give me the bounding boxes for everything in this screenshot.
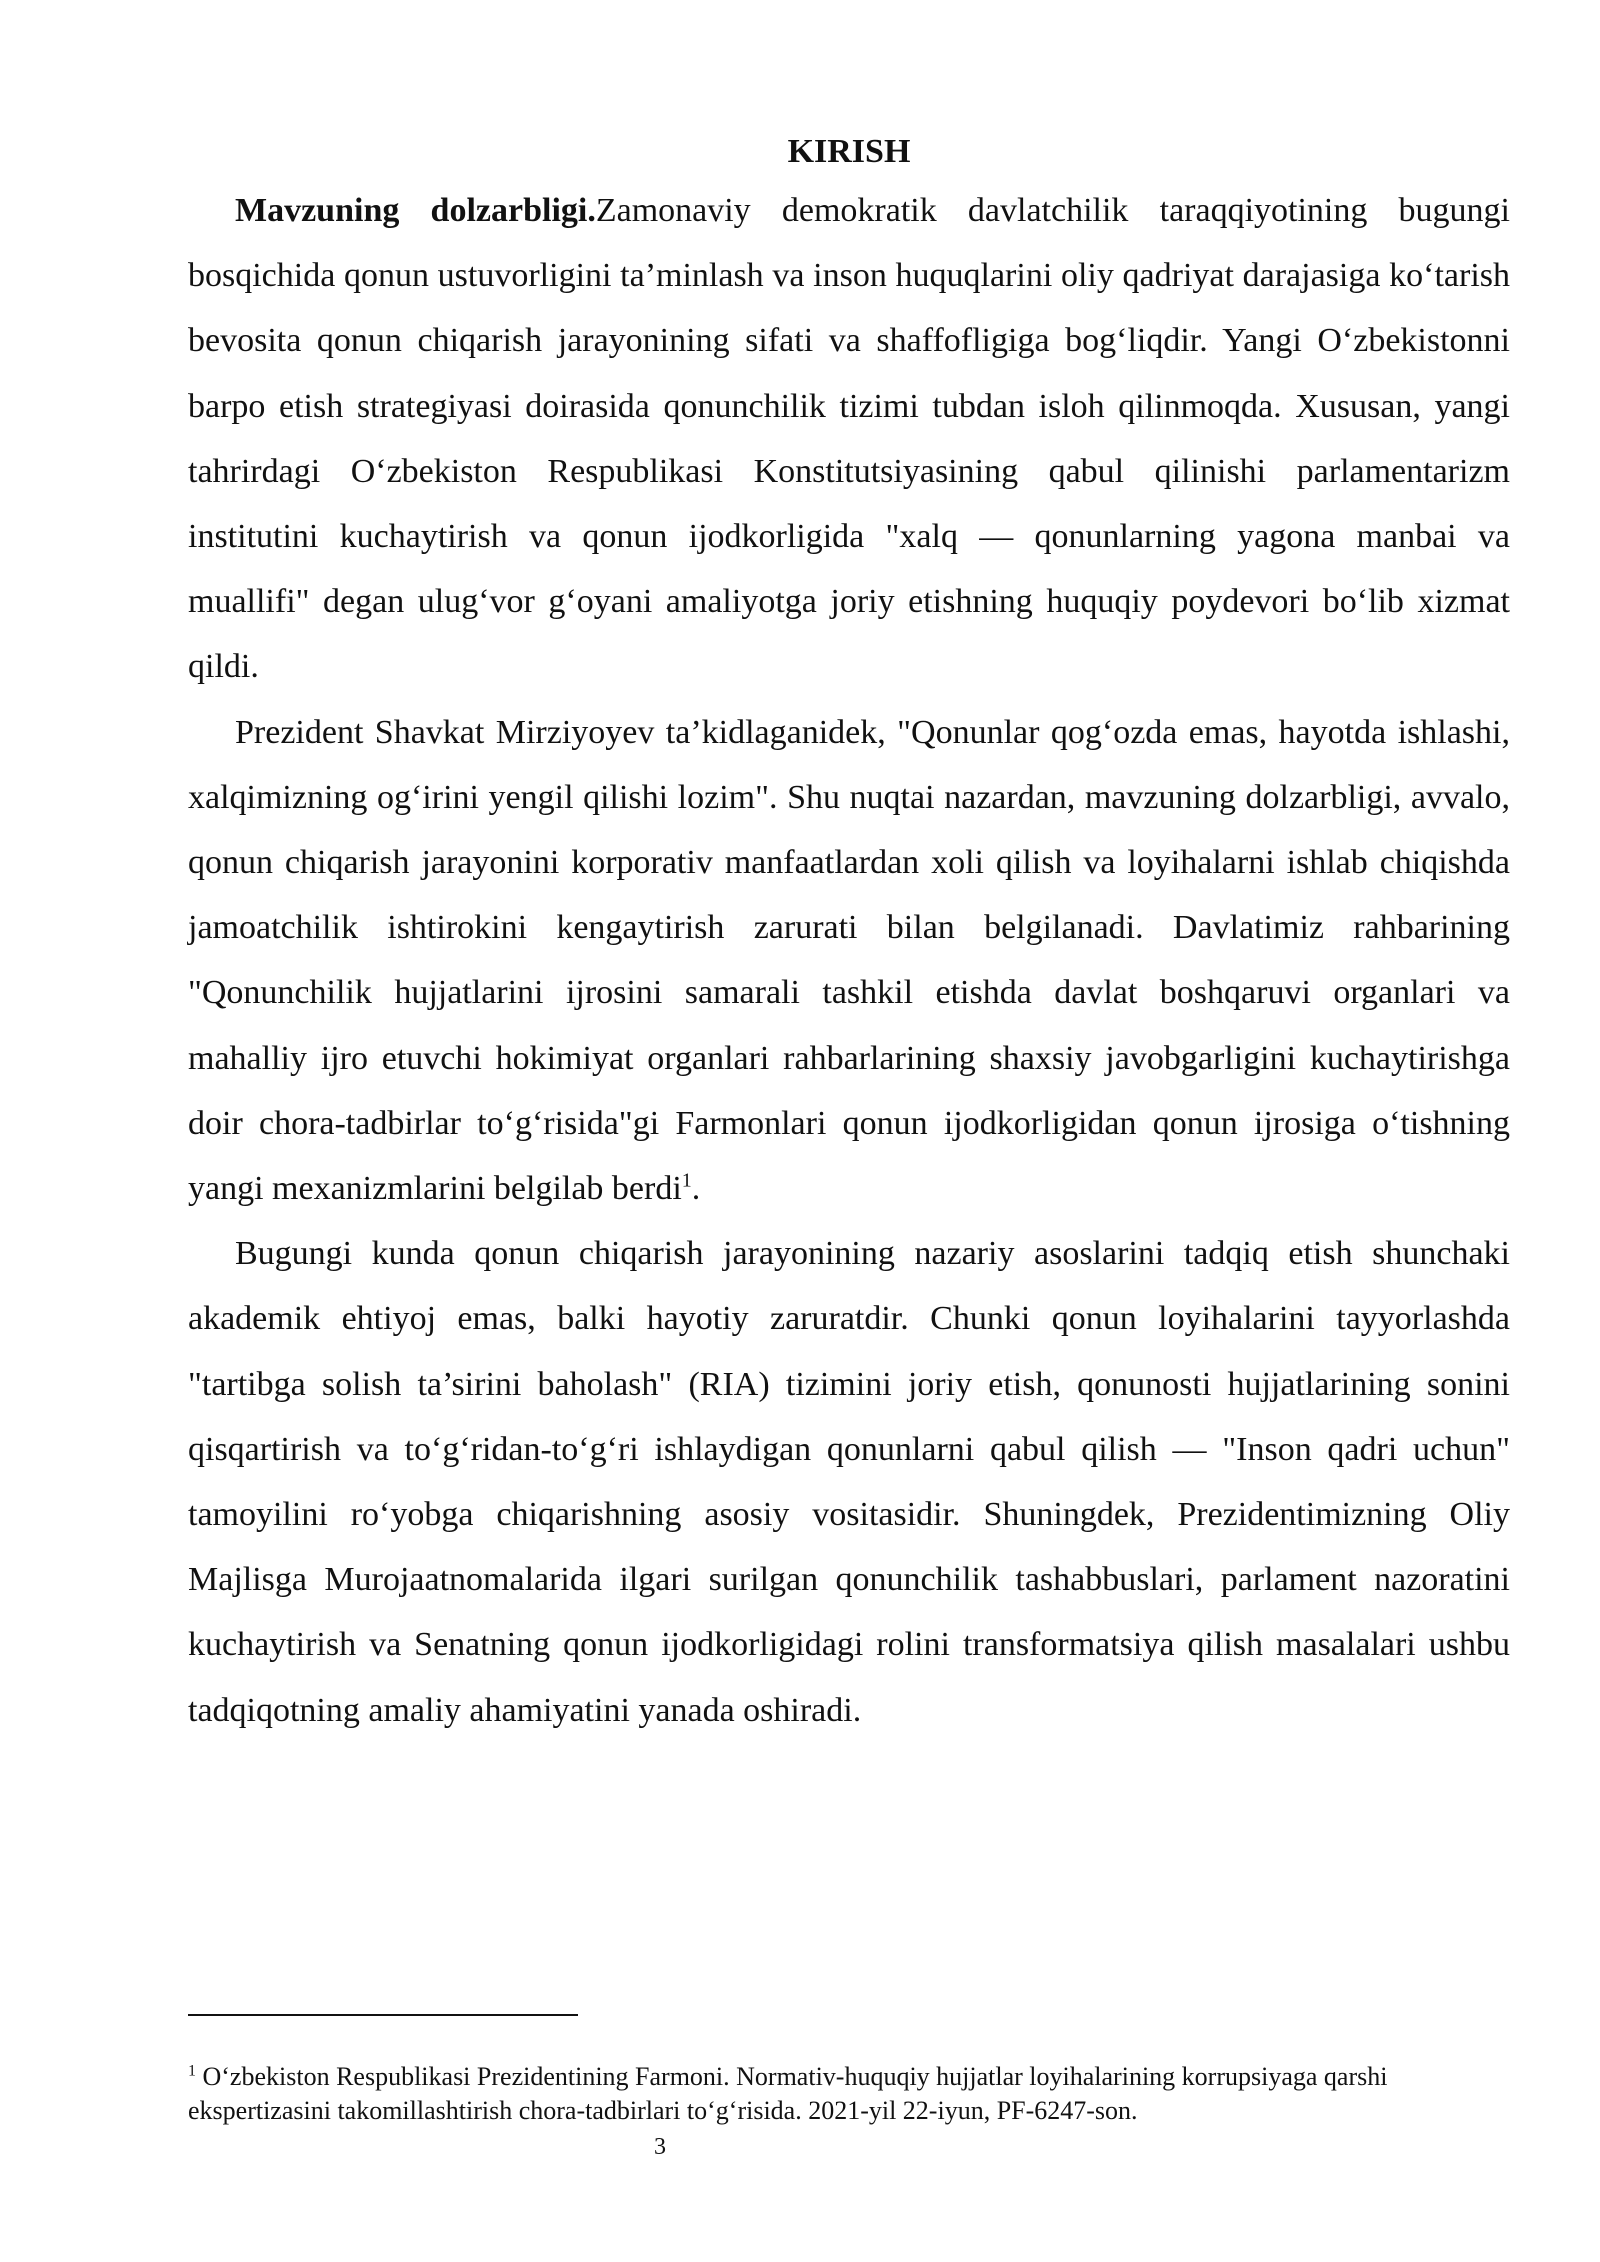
paragraph-relevance xyxy=(188,178,1510,700)
paragraph-president-quote xyxy=(188,700,1510,1222)
paragraph-research-necessity xyxy=(188,1221,1510,1743)
footnote-reference[interactable]: 1 xyxy=(681,1169,692,1192)
footnote xyxy=(188,2060,1510,2128)
section-heading: KIRISH xyxy=(787,133,911,170)
footnote-separator xyxy=(188,2014,578,2016)
paragraph-lead: Mavzuning dolzarbligi. xyxy=(235,192,596,229)
footnote-number: 1 xyxy=(188,2062,196,2080)
paragraph-text: Bugungi kunda qonun chiqarish jarayonining nazariy asoslarini tadqiq etish shunchaki akademik ehtiyoj emas, balki hayotiy zaruratdir. Chunki qonun loyihalarini tayyorlashda "tartibga solish ta’sirini baholash" (RIA) tizimini joriy etish, qonunosti hujjatlarining sonini qisqartirish va to‘g‘ridan-to‘g‘ri ishlaydigan qonunlarni qabul qilish — "Inson qadri uchun" tamoyilini ro‘yobga chiqarishning asosiy vositasidir. Shuningdek, Prezidentimizning Oliy Majlisga Murojaatnomalarida ilgari surilgan qonunchilik tashabbuslari, parlament nazoratini kuchaytirish va Senatning qonun ijodkorligidagi rolini transformatsiya qilish masalalari ushbu tadqiqotning amaliy ahamiyatini yanada oshiradi. xyxy=(188,1235,1510,1729)
footnote-text: O‘zbekiston Respublikasi Prezidentining Farmoni. Normativ-huquqiy hujjatlar loyihalarining korrupsiyaga qarshi ekspertizasini takomillashtirish chora-tadbirlari to‘g‘risida. 2021-yil 22-iyun, PF-6247-son. xyxy=(188,2062,1388,2125)
paragraph-tail: . xyxy=(691,1170,701,1208)
document-page xyxy=(188,130,1510,1743)
page-number: 3 xyxy=(654,2134,666,2160)
paragraph-text: Prezident Shavkat Mirziyoyev ta’kidlaganidek, "Qonunlar qog‘ozda emas, hayotda ishlashi, xalqimizning og‘irini yengil qilishi lozim". Shu nuqtai nazardan, mavzuning dolzarbligi, avvalo, qonun chiqarish jarayonini korporativ manfaatlardan xoli qilish va loyihalarni ishlab chiqishda jamoatchilik ishtirokini kengaytirish zarurati bilan belgilanadi. Davlatimiz rahbarining "Qonunchilik hujjatlarini ijrosini samarali tashkil etishda davlat boshqaruvi organlari va mahalliy ijro etuvchi hokimiyat organlari rahbarlarining shaxsiy javobgarligini kuchaytirishga doir chora-tadbirlar to‘g‘risida"gi Farmonlari qonun ijodkorligidan qonun ijrosiga o‘tishning yangi mexanizmlarini belgilab berdi xyxy=(188,713,1510,1208)
paragraph-text: Zamonaviy demokratik davlatchilik taraqqiyotining bugungi bosqichida qonun ustuvorligini ta’minlash va inson huquqlarini oliy qadriyat darajasiga ko‘tarish bevosita qonun chiqarish jarayonining sifati va shaffofligiga bog‘liqdir. Yangi O‘zbekistonni barpo etish strategiyasi doirasida qonunchilik tizimi tubdan isloh qilinmoqda. Xususan, yangi tahrirdagi O‘zbekiston Respublikasi Konstitutsiyasining qabul qilinishi parlamentarizm institutini kuchaytirish va qonun ijodkorligida "xalq — qonunlarning yagona manbai va muallifi" degan ulug‘vor g‘oyani amaliyotga joriy etishning huquqiy poydevori bo‘lib xizmat qildi. xyxy=(188,192,1511,686)
